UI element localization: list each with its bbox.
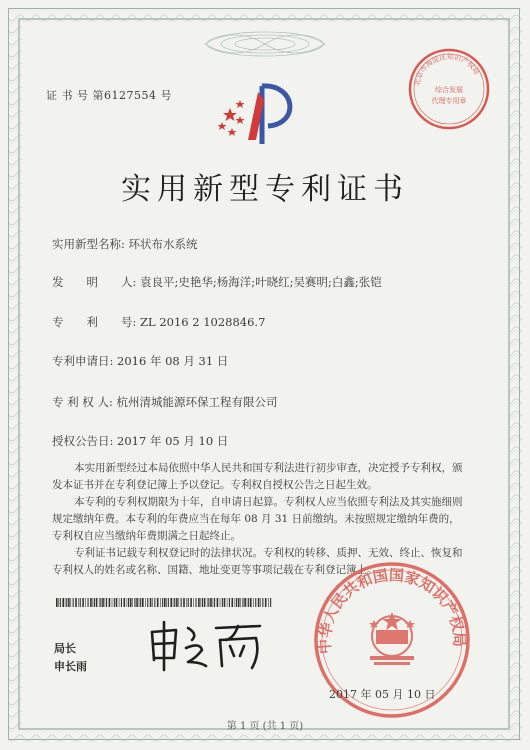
patent-holder-row <box>52 394 278 410</box>
grant-date-label: 授权公告日: <box>52 434 114 448</box>
grant-paragraph <box>52 460 482 494</box>
director-title: 局长 <box>54 642 76 655</box>
director-name: 申长雨 <box>54 660 87 673</box>
page-footer: 第 1 页 (共 1 页) <box>226 721 304 732</box>
grant-paragraph-line-2: 发本证书并在专利登记簿上予以登记。专利权自授权公告之日起生效。 <box>52 479 378 491</box>
patent-number-value: ZL 2016 2 1028846.7 <box>140 315 266 329</box>
certificate-number <box>46 87 172 103</box>
term-paragraph-line-3: 专利权自应当缴纳年费期满之日起终止。 <box>52 530 241 542</box>
grant-date-row <box>52 433 228 449</box>
inventors-row <box>52 274 382 290</box>
patent-holder-value: 杭州清城能源环保工程有限公司 <box>116 395 278 409</box>
term-paragraph <box>52 494 482 545</box>
seal-date: 2017 年 05 月 10 日 <box>329 688 436 701</box>
status-paragraph-line-2: 专利权人的姓名或名称、国籍、地址变更等事项记载在专利登记簿上。 <box>52 564 378 576</box>
barcode <box>56 598 274 607</box>
filing-date-label: 专利申请日: <box>52 354 114 368</box>
grant-date-value: 2017 年 05 月 10 日 <box>117 434 229 448</box>
agency-stamp-line2: 代理专用章 <box>431 97 467 105</box>
term-paragraph-line-2: 规定缴纳年费。本专利的年费应当在每年 08 月 31 日前缴纳。未按照规定缴纳年费的， <box>52 513 460 525</box>
filing-date-value: 2016 年 08 月 31 日 <box>117 354 229 368</box>
director-signature <box>142 618 272 674</box>
patent-number-label: 专 利 号: <box>52 315 137 329</box>
term-paragraph-line-1: 本专利的专利权期限为十年，自申请日起算。专利权人应当依照专利法及其实施细则 <box>74 496 463 508</box>
patent-number-row <box>52 314 265 330</box>
model-name-label: 实用新型名称: <box>52 237 125 251</box>
seal-text: 中华人民共和国国家知识产权局 <box>315 566 469 655</box>
agency-stamp-line1: 综合发展 <box>435 86 463 94</box>
patent-holder-label: 专 利 权 人: <box>52 395 113 409</box>
agency-stamp <box>406 46 492 132</box>
certificate-number-label: 证 书 号 <box>46 89 89 102</box>
certificate-title: 实用新型专利证书 <box>121 172 409 207</box>
filing-date-row <box>52 353 228 369</box>
model-name-value: 环状布水系统 <box>128 237 198 251</box>
status-paragraph-line-1: 专利证书记载专利权登记时的法律状况。专利权的转移、质押、无效、终止、恢复和 <box>74 547 463 559</box>
inventors-label: 发 明 人: <box>52 275 137 289</box>
certificate-number-value: 第6127554 号 <box>92 89 172 102</box>
model-name-row <box>52 236 198 252</box>
grant-paragraph-line-1: 本实用新型经过本局依照中华人民共和国专利法进行初步审查，决定授予专利权，颁 <box>74 462 463 474</box>
inventors-value: 袁良平;史艳华;杨海洋;叶晓红;吴赛明;白鑫;张铠 <box>140 275 382 289</box>
cnipa-logo <box>218 78 304 150</box>
agency-stamp-outer-text: 北京市海淀区知识产权局 <box>413 52 481 87</box>
